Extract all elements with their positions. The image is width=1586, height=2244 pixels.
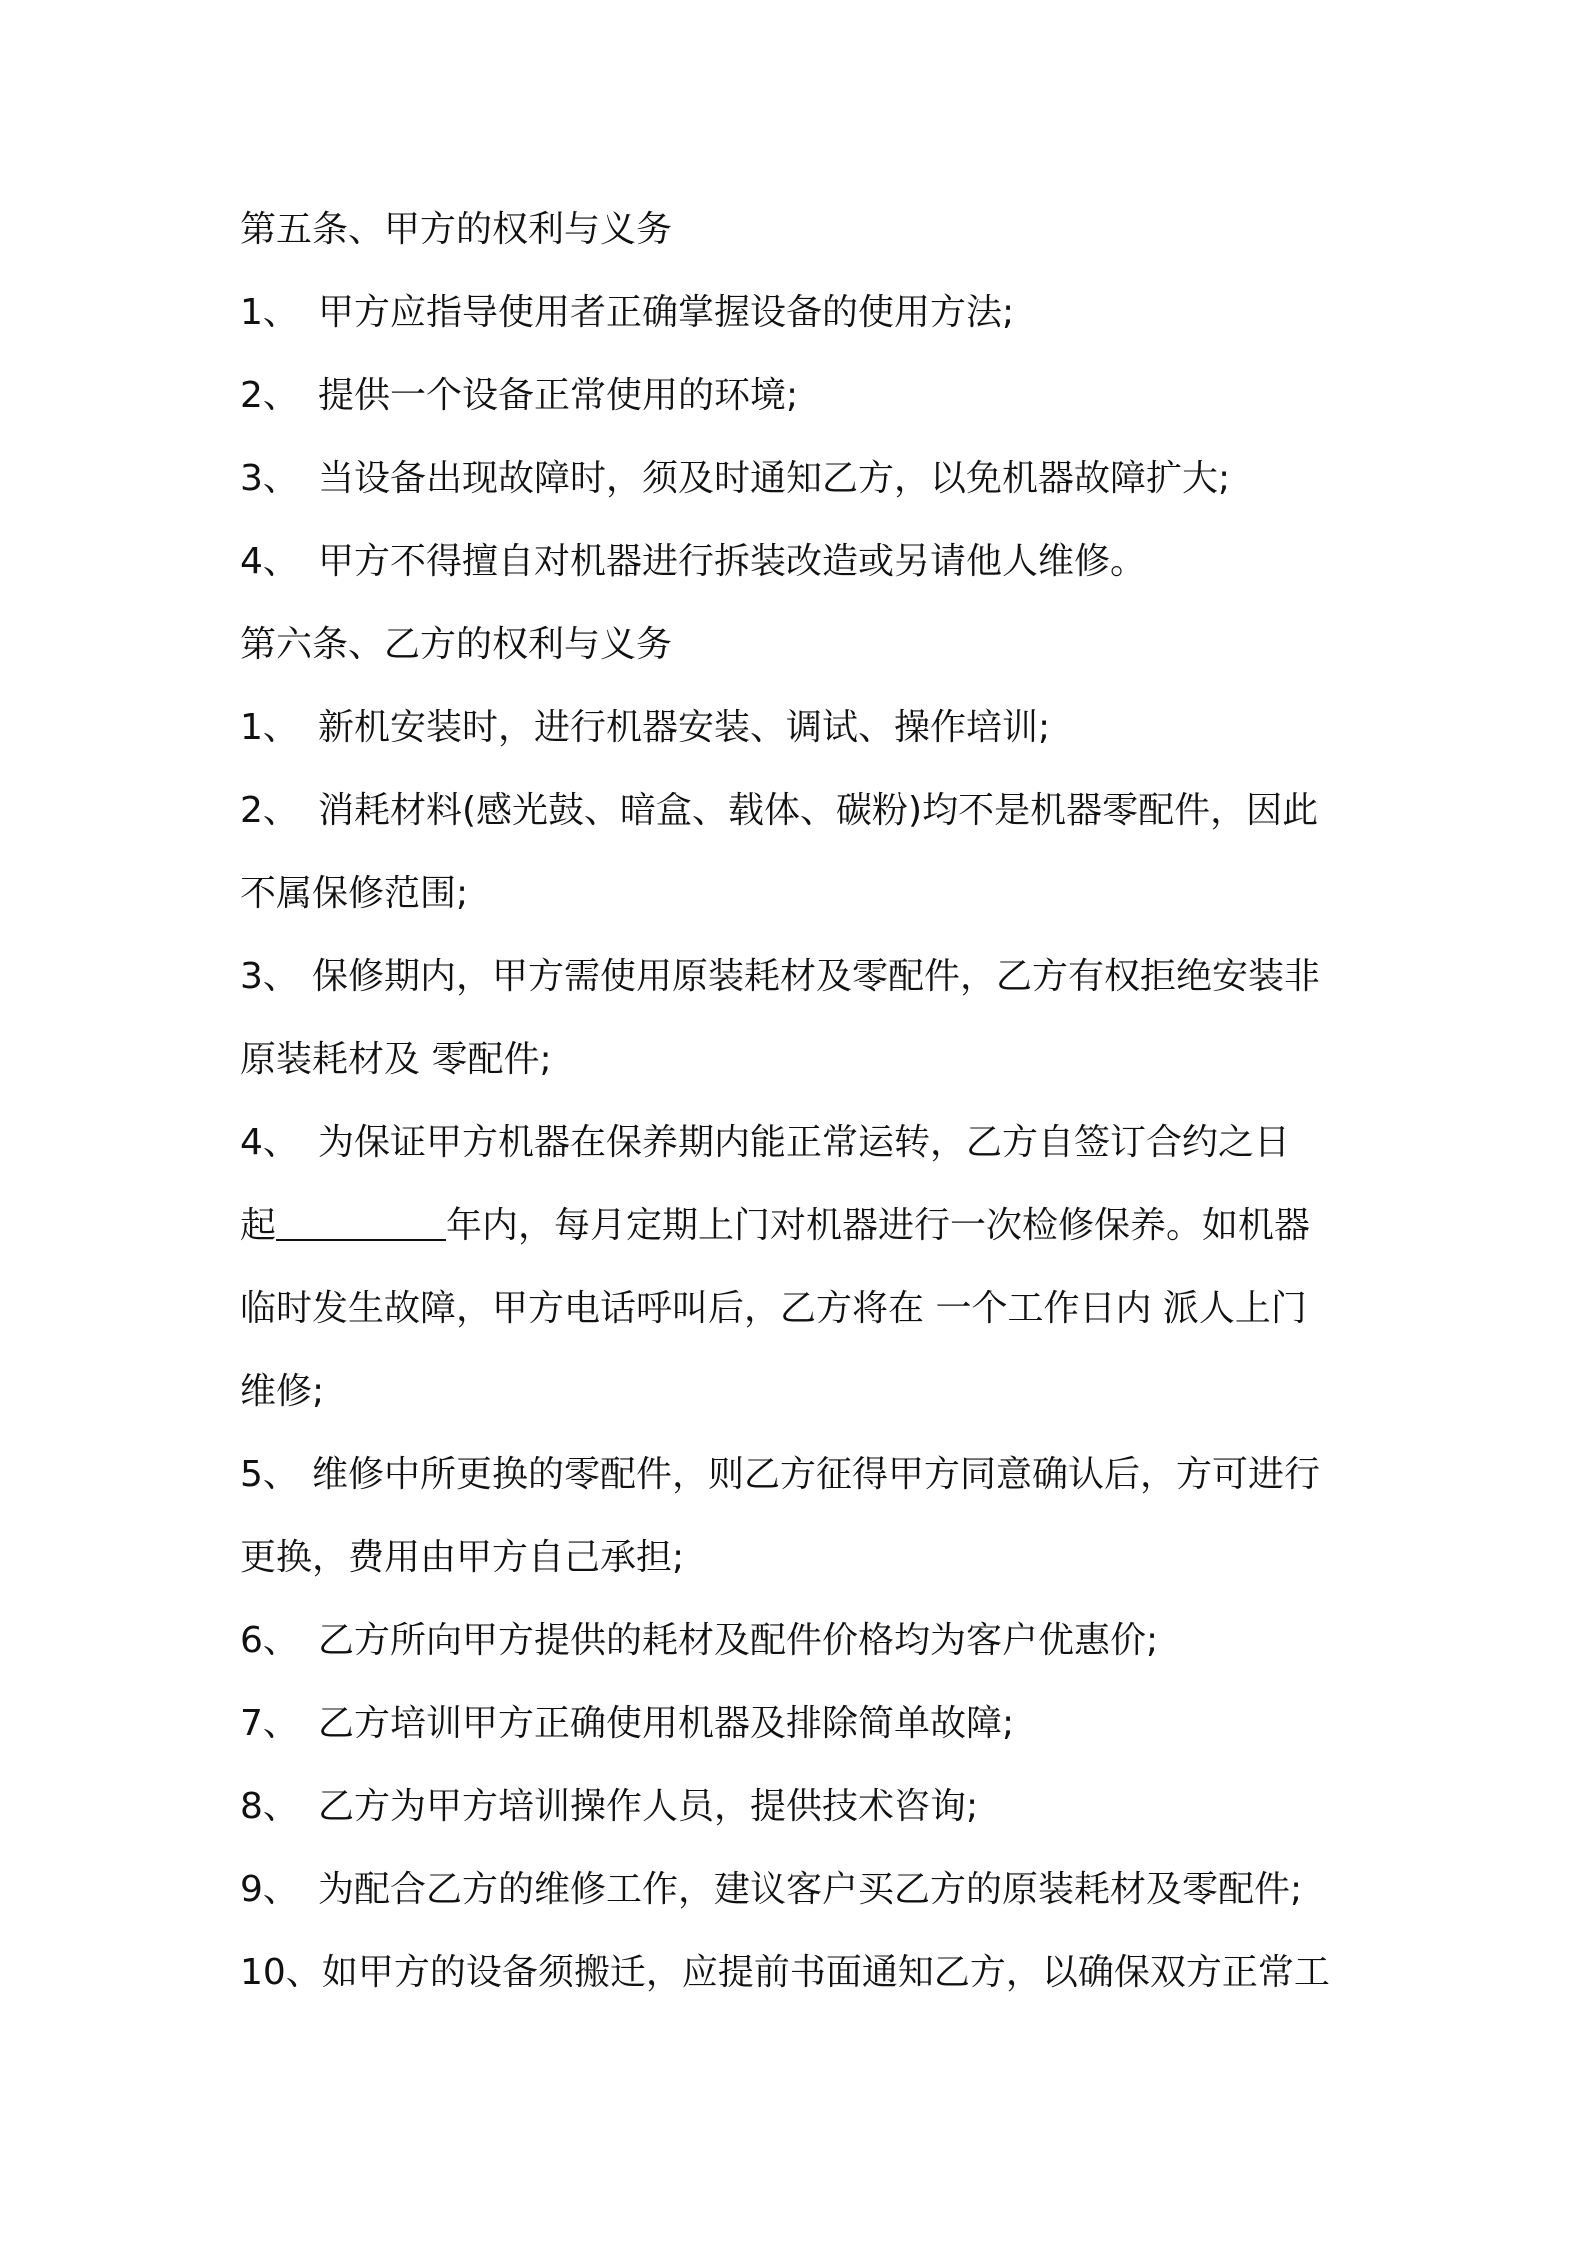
item-number: 8、 (240, 1786, 299, 1827)
item-number: 1、 (240, 292, 299, 333)
item-number: 4、 (240, 1122, 299, 1163)
item-text: 年内，每月定期上门对机器进行一次检修保养。如机器 (446, 1205, 1311, 1246)
article6-item-5-continued: 更换，费用由甲方自己承担; (240, 1537, 685, 1578)
article6-item-9 (240, 1860, 1302, 1920)
item-number: 4、 (240, 541, 299, 582)
item-text: 提供一个设备正常使用的环境; (318, 375, 799, 416)
article6-heading: 第六条、乙方的权利与义务 (240, 624, 673, 665)
item-number: 9、 (240, 1869, 299, 1910)
item-text: 为保证甲方机器在保养期内能正常运转，乙方自签订合约之日 (318, 1122, 1291, 1163)
item-number: 10、 (240, 1952, 322, 1993)
item-number: 3、 (240, 458, 299, 499)
article6-item-4 (240, 1113, 1290, 1173)
article5-item-3 (240, 449, 1230, 509)
article5-item-2 (240, 366, 798, 426)
item-text: 保修期内，甲方需使用原装耗材及零配件，乙方有权拒绝安装非 (312, 956, 1321, 997)
item-number: 7、 (240, 1703, 299, 1744)
article6-item-4-continued-1 (240, 1196, 1310, 1256)
item-text: 维修中所更换的零配件，则乙方征得甲方同意确认后，方可进行 (312, 1454, 1321, 1495)
article6-item-1 (240, 698, 1050, 758)
article6-item-2-continued: 不属保修范围; (240, 873, 469, 914)
article6-item-3-continued: 原装耗材及 零配件; (240, 1039, 552, 1080)
item-text: 起 (240, 1205, 277, 1246)
item-text: 为配合乙方的维修工作，建议客户买乙方的原装耗材及零配件; (318, 1869, 1303, 1910)
item-text: 当设备出现故障时，须及时通知乙方，以免机器故障扩大; (318, 458, 1231, 499)
article6-item-2 (240, 781, 1318, 841)
item-number: 1、 (240, 707, 299, 748)
article6-item-6 (240, 1611, 1158, 1671)
article5-item-4 (240, 532, 1146, 592)
article5-heading: 第五条、甲方的权利与义务 (240, 209, 673, 250)
article6-item-4-continued-2: 临时发生故障，甲方电话呼叫后，乙方将在 一个工作日内 派人上门 (240, 1288, 1307, 1329)
article5-item-1 (240, 283, 1014, 343)
item-number: 3、 (240, 956, 299, 997)
item-number: 5、 (240, 1454, 299, 1495)
item-number: 2、 (240, 375, 299, 416)
item-text: 乙方培训甲方正确使用机器及排除简单故障; (318, 1703, 1015, 1744)
fill-in-blank[interactable] (276, 1199, 446, 1241)
item-text: 甲方应指导使用者正确掌握设备的使用方法; (318, 292, 1015, 333)
item-text: 乙方为甲方培训操作人员，提供技术咨询; (318, 1786, 979, 1827)
item-number: 2、 (240, 790, 299, 831)
item-text: 消耗材料(感光鼓、暗盒、载体、碳粉)均不是机器零配件，因此 (318, 790, 1319, 831)
item-number: 6、 (240, 1620, 299, 1661)
article6-item-7 (240, 1694, 1014, 1754)
article6-item-3 (240, 947, 1320, 1007)
item-text: 甲方不得擅自对机器进行拆装改造或另请他人维修。 (318, 541, 1147, 582)
article6-item-4-continued-3: 维修; (240, 1371, 325, 1412)
article6-item-10 (240, 1943, 1330, 2003)
article6-item-5 (240, 1445, 1320, 1505)
article6-item-8 (240, 1777, 978, 1837)
item-text: 如甲方的设备须搬迁，应提前书面通知乙方，以确保双方正常工 (321, 1952, 1330, 1993)
item-text: 新机安装时，进行机器安装、调试、操作培训; (318, 707, 1051, 748)
item-text: 乙方所向甲方提供的耗材及配件价格均为客户优惠价; (318, 1620, 1159, 1661)
